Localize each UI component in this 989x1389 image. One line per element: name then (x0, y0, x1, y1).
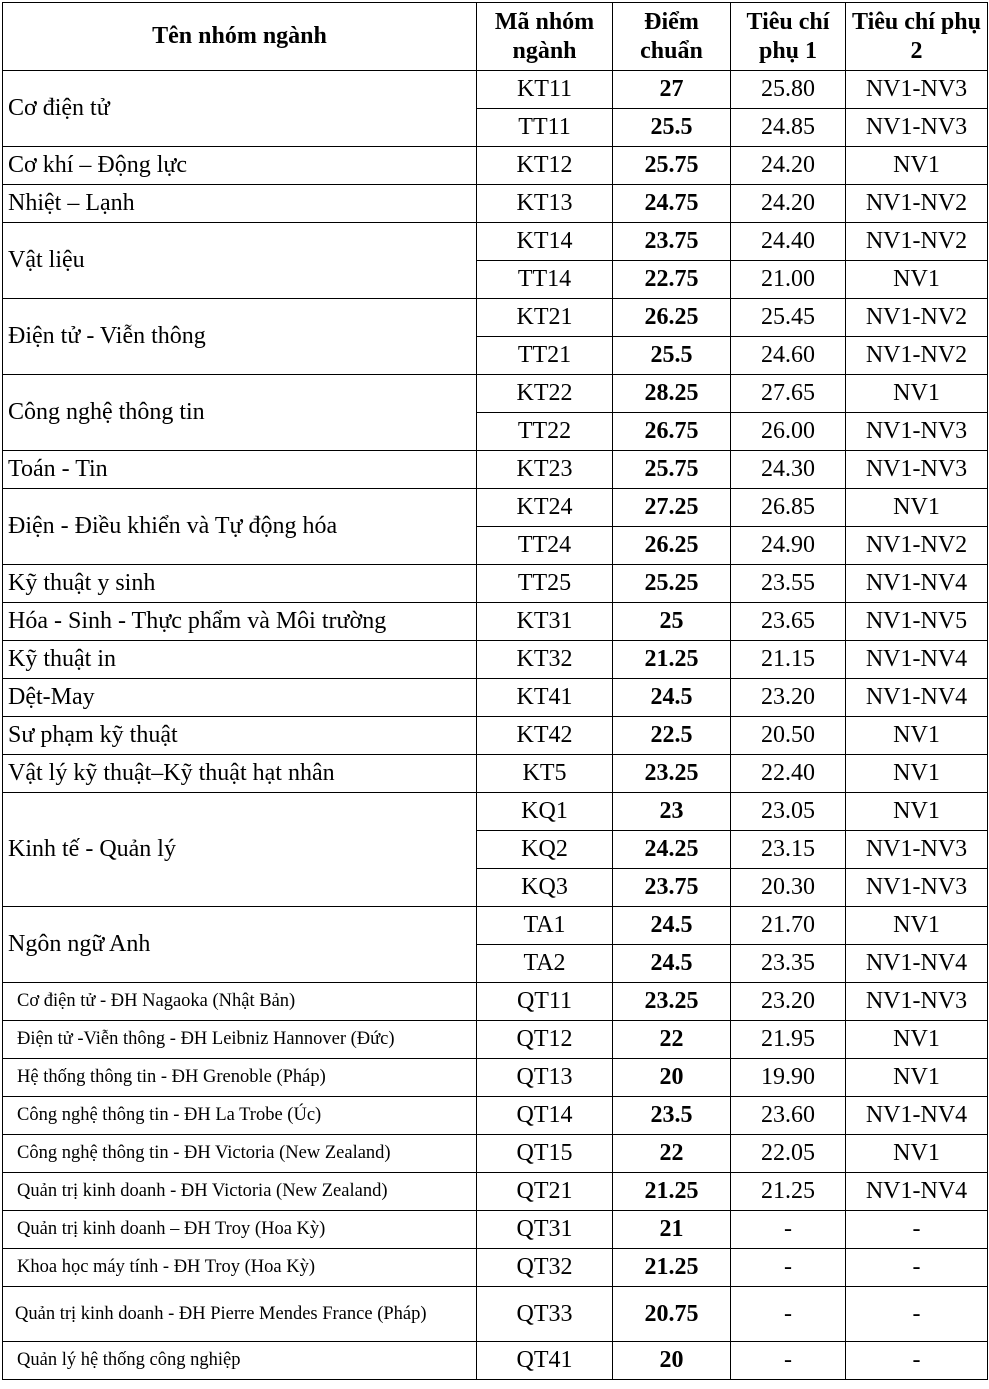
sub-criterion-2: NV1 (846, 755, 988, 793)
table-row (3, 603, 988, 641)
cutoff-score: 24.5 (613, 945, 731, 983)
program-name: Công nghệ thông tin - ĐH La Trobe (Úc) (3, 1097, 477, 1135)
cutoff-score: 20 (613, 1342, 731, 1380)
table-row (3, 1021, 988, 1059)
sub-criterion-1: 24.20 (731, 147, 846, 185)
program-code: KT5 (477, 755, 613, 793)
sub-criterion-1: 20.30 (731, 869, 846, 907)
program-code: KT11 (477, 71, 613, 109)
sub-criterion-2: NV1-NV2 (846, 185, 988, 223)
program-code: KT41 (477, 679, 613, 717)
sub-criterion-2: NV1 (846, 1021, 988, 1059)
sub-criterion-2: NV1-NV3 (846, 869, 988, 907)
cutoff-score: 25.75 (613, 147, 731, 185)
program-name: Nhiệt – Lạnh (3, 185, 477, 223)
table-row (3, 223, 988, 261)
table-row (3, 299, 988, 337)
table-row (3, 147, 988, 185)
sub-criterion-2: NV1-NV2 (846, 527, 988, 565)
program-code: QT13 (477, 1059, 613, 1097)
table-row (3, 1287, 988, 1342)
program-code: QT32 (477, 1249, 613, 1287)
table-row (3, 375, 988, 413)
cutoff-score: 28.25 (613, 375, 731, 413)
program-code: TT21 (477, 337, 613, 375)
program-name: Hóa - Sinh - Thực phẩm và Môi trường (3, 603, 477, 641)
sub-criterion-2: NV1-NV2 (846, 223, 988, 261)
program-name: Khoa học máy tính - ĐH Troy (Hoa Kỳ) (3, 1249, 477, 1287)
program-name: Quản trị kinh doanh – ĐH Troy (Hoa Kỳ) (3, 1211, 477, 1249)
sub-criterion-1: 21.15 (731, 641, 846, 679)
program-code: KT32 (477, 641, 613, 679)
program-code: QT21 (477, 1173, 613, 1211)
program-name: Hệ thống thông tin - ĐH Grenoble (Pháp) (3, 1059, 477, 1097)
cutoff-score: 20.75 (613, 1287, 731, 1342)
table-row (3, 983, 988, 1021)
program-code: KT21 (477, 299, 613, 337)
cutoff-score: 27 (613, 71, 731, 109)
program-name: Điện - Điều khiển và Tự động hóa (3, 489, 477, 565)
sub-criterion-1: 23.15 (731, 831, 846, 869)
program-code: KQ3 (477, 869, 613, 907)
admission-scores-table (2, 2, 988, 1380)
sub-criterion-1: 21.00 (731, 261, 846, 299)
program-code: KT42 (477, 717, 613, 755)
cutoff-score: 23.75 (613, 869, 731, 907)
program-code: QT33 (477, 1287, 613, 1342)
program-code: TT14 (477, 261, 613, 299)
table-row (3, 641, 988, 679)
program-name: Cơ điện tử - ĐH Nagaoka (Nhật Bản) (3, 983, 477, 1021)
sub-criterion-2: NV1-NV5 (846, 603, 988, 641)
sub-criterion-1: 20.50 (731, 717, 846, 755)
sub-criterion-2: NV1 (846, 717, 988, 755)
table-row (3, 1173, 988, 1211)
cutoff-score: 24.75 (613, 185, 731, 223)
program-name: Quản lý hệ thống công nghiệp (3, 1342, 477, 1380)
program-name: Ngôn ngữ Anh (3, 907, 477, 983)
sub-criterion-1: 26.85 (731, 489, 846, 527)
sub-criterion-1: 25.80 (731, 71, 846, 109)
program-code: TT25 (477, 565, 613, 603)
sub-criterion-1: 25.45 (731, 299, 846, 337)
sub-criterion-2: NV1-NV3 (846, 413, 988, 451)
table-row (3, 679, 988, 717)
sub-criterion-2: - (846, 1211, 988, 1249)
sub-criterion-1: - (731, 1342, 846, 1380)
table-row (3, 451, 988, 489)
program-code: KT22 (477, 375, 613, 413)
cutoff-score: 24.5 (613, 907, 731, 945)
sub-criterion-2: NV1-NV3 (846, 451, 988, 489)
sub-criterion-2: NV1 (846, 375, 988, 413)
sub-criterion-2: NV1-NV3 (846, 71, 988, 109)
sub-criterion-1: - (731, 1211, 846, 1249)
program-name: Quản trị kinh doanh - ĐH Pierre Mendes France (Pháp) (3, 1287, 477, 1342)
cutoff-score: 22 (613, 1135, 731, 1173)
sub-criterion-1: - (731, 1249, 846, 1287)
program-code: QT14 (477, 1097, 613, 1135)
header-code: Mã nhóm ngành (477, 3, 613, 71)
cutoff-score: 22 (613, 1021, 731, 1059)
program-name: Sư phạm kỹ thuật (3, 717, 477, 755)
sub-criterion-1: 24.60 (731, 337, 846, 375)
sub-criterion-1: 23.60 (731, 1097, 846, 1135)
cutoff-score: 21 (613, 1211, 731, 1249)
sub-criterion-1: 24.20 (731, 185, 846, 223)
cutoff-score: 25 (613, 603, 731, 641)
cutoff-score: 23 (613, 793, 731, 831)
sub-criterion-2: NV1-NV4 (846, 641, 988, 679)
sub-criterion-1: 24.85 (731, 109, 846, 147)
sub-criterion-2: NV1-NV2 (846, 337, 988, 375)
program-code: KT23 (477, 451, 613, 489)
cutoff-score: 23.5 (613, 1097, 731, 1135)
header-crit2: Tiêu chí phụ 2 (846, 3, 988, 71)
sub-criterion-2: NV1-NV3 (846, 983, 988, 1021)
program-name: Cơ khí – Động lực (3, 147, 477, 185)
sub-criterion-1: 21.95 (731, 1021, 846, 1059)
sub-criterion-1: 26.00 (731, 413, 846, 451)
program-code: KT31 (477, 603, 613, 641)
table-row (3, 1059, 988, 1097)
table-row (3, 1342, 988, 1380)
sub-criterion-2: NV1-NV4 (846, 565, 988, 603)
table-row (3, 793, 988, 831)
sub-criterion-2: NV1 (846, 1059, 988, 1097)
program-name: Công nghệ thông tin - ĐH Victoria (New Zealand) (3, 1135, 477, 1173)
sub-criterion-2: NV1 (846, 489, 988, 527)
sub-criterion-1: 21.25 (731, 1173, 846, 1211)
cutoff-score: 20 (613, 1059, 731, 1097)
cutoff-score: 22.5 (613, 717, 731, 755)
program-name: Dệt-May (3, 679, 477, 717)
program-code: QT15 (477, 1135, 613, 1173)
program-code: KT13 (477, 185, 613, 223)
sub-criterion-1: 24.30 (731, 451, 846, 489)
cutoff-score: 24.5 (613, 679, 731, 717)
sub-criterion-2: NV1-NV2 (846, 299, 988, 337)
header-name: Tên nhóm ngành (3, 3, 477, 71)
cutoff-score: 26.25 (613, 527, 731, 565)
table-row (3, 717, 988, 755)
cutoff-score: 21.25 (613, 1249, 731, 1287)
cutoff-score: 26.75 (613, 413, 731, 451)
sub-criterion-2: NV1-NV4 (846, 1097, 988, 1135)
cutoff-score: 23.75 (613, 223, 731, 261)
sub-criterion-1: 27.65 (731, 375, 846, 413)
program-code: TT11 (477, 109, 613, 147)
cutoff-score: 25.5 (613, 109, 731, 147)
program-code: TT24 (477, 527, 613, 565)
program-code: KQ1 (477, 793, 613, 831)
sub-criterion-2: NV1-NV3 (846, 109, 988, 147)
program-code: QT11 (477, 983, 613, 1021)
sub-criterion-1: 23.65 (731, 603, 846, 641)
program-name: Quản trị kinh doanh - ĐH Victoria (New Zealand) (3, 1173, 477, 1211)
cutoff-score: 27.25 (613, 489, 731, 527)
table-row (3, 907, 988, 945)
table-row (3, 1097, 988, 1135)
sub-criterion-1: 22.40 (731, 755, 846, 793)
table-row (3, 565, 988, 603)
sub-criterion-2: - (846, 1249, 988, 1287)
cutoff-score: 23.25 (613, 755, 731, 793)
program-name: Điện tử -Viễn thông - ĐH Leibniz Hannover (Đức) (3, 1021, 477, 1059)
sub-criterion-2: NV1 (846, 793, 988, 831)
program-code: KT24 (477, 489, 613, 527)
sub-criterion-1: 23.20 (731, 679, 846, 717)
cutoff-score: 24.25 (613, 831, 731, 869)
sub-criterion-1: 24.90 (731, 527, 846, 565)
table-row (3, 1249, 988, 1287)
cutoff-score: 21.25 (613, 1173, 731, 1211)
sub-criterion-1: 23.55 (731, 565, 846, 603)
sub-criterion-2: NV1 (846, 261, 988, 299)
table-row (3, 489, 988, 527)
header-score: Điểm chuẩn (613, 3, 731, 71)
sub-criterion-2: NV1 (846, 147, 988, 185)
program-code: KQ2 (477, 831, 613, 869)
table-row (3, 755, 988, 793)
program-name: Vật lý kỹ thuật–Kỹ thuật hạt nhân (3, 755, 477, 793)
program-code: TA1 (477, 907, 613, 945)
program-name: Kỹ thuật in (3, 641, 477, 679)
sub-criterion-2: NV1-NV4 (846, 679, 988, 717)
sub-criterion-2: NV1-NV3 (846, 831, 988, 869)
program-code: QT41 (477, 1342, 613, 1380)
sub-criterion-1: 21.70 (731, 907, 846, 945)
sub-criterion-1: 19.90 (731, 1059, 846, 1097)
sub-criterion-1: 22.05 (731, 1135, 846, 1173)
table-row (3, 1211, 988, 1249)
sub-criterion-2: - (846, 1342, 988, 1380)
sub-criterion-1: 23.35 (731, 945, 846, 983)
cutoff-score: 25.75 (613, 451, 731, 489)
program-name: Vật liệu (3, 223, 477, 299)
program-code: TT22 (477, 413, 613, 451)
cutoff-score: 23.25 (613, 983, 731, 1021)
program-code: KT12 (477, 147, 613, 185)
sub-criterion-1: 23.20 (731, 983, 846, 1021)
header-row (3, 3, 988, 71)
table-body (3, 71, 988, 1380)
program-name: Điện tử - Viễn thông (3, 299, 477, 375)
program-name: Công nghệ thông tin (3, 375, 477, 451)
program-name: Kỹ thuật y sinh (3, 565, 477, 603)
program-name: Kinh tế - Quản lý (3, 793, 477, 907)
sub-criterion-1: 24.40 (731, 223, 846, 261)
sub-criterion-2: NV1 (846, 1135, 988, 1173)
program-code: TA2 (477, 945, 613, 983)
program-name: Cơ điện tử (3, 71, 477, 147)
program-code: QT31 (477, 1211, 613, 1249)
sub-criterion-2: NV1-NV4 (846, 1173, 988, 1211)
table-row (3, 1135, 988, 1173)
header-crit1: Tiêu chí phụ 1 (731, 3, 846, 71)
table-row (3, 185, 988, 223)
sub-criterion-2: - (846, 1287, 988, 1342)
cutoff-score: 21.25 (613, 641, 731, 679)
cutoff-score: 25.5 (613, 337, 731, 375)
program-code: QT12 (477, 1021, 613, 1059)
sub-criterion-1: - (731, 1287, 846, 1342)
cutoff-score: 25.25 (613, 565, 731, 603)
cutoff-score: 22.75 (613, 261, 731, 299)
table-row (3, 71, 988, 109)
sub-criterion-2: NV1 (846, 907, 988, 945)
program-name: Toán - Tin (3, 451, 477, 489)
sub-criterion-2: NV1-NV4 (846, 945, 988, 983)
sub-criterion-1: 23.05 (731, 793, 846, 831)
cutoff-score: 26.25 (613, 299, 731, 337)
program-code: KT14 (477, 223, 613, 261)
